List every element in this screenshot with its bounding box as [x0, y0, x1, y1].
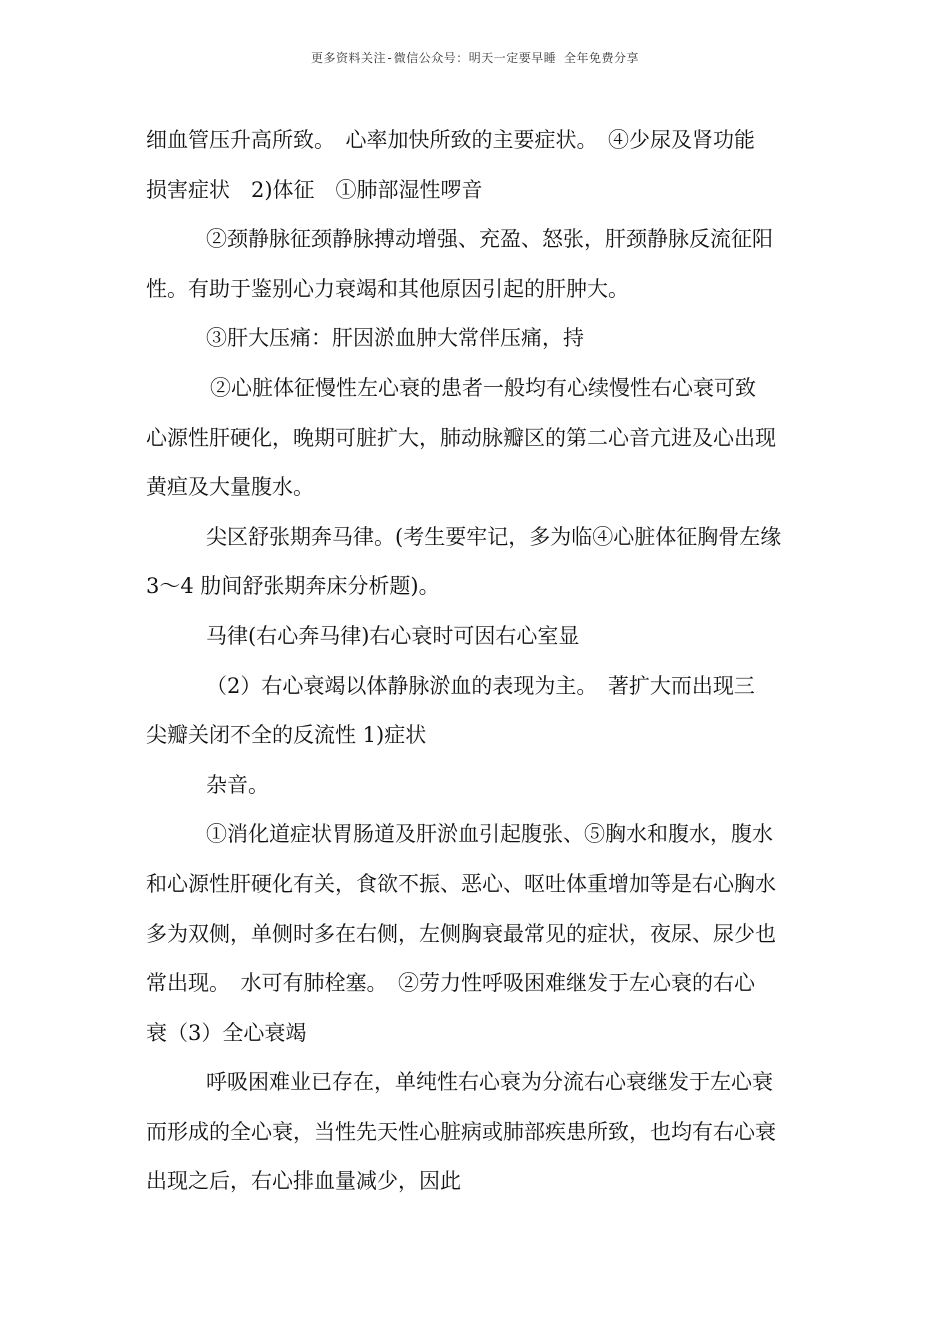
text-line: ①消化道症状胃肠道及肝淤血引起腹张、⑤胸水和腹水，腹水 — [206, 822, 773, 847]
text-line: 常出现。 水可有肺栓塞。 ②劳力性呼吸困难继发于左心衰的右心 — [146, 971, 755, 996]
text-line: 尖瓣关闭不全的反流性 1)症状 — [146, 723, 427, 748]
text-line: 尖区舒张期奔马律。(考生要牢记，多为临④心脏体征胸骨左缘 — [206, 524, 782, 549]
document-body — [146, 116, 806, 1207]
text-line: 损害症状 2)体征 ①肺部湿性啰音 — [146, 177, 483, 202]
text-line: 细血管压升高所致。 心率加快所致的主要症状。 ④少尿及肾功能 — [146, 128, 755, 152]
text-line: 3～4 肋间舒张期奔床分析题)。 — [146, 574, 440, 599]
text-line: 和心源性肝硬化有关，食欲不振、恶心、呕吐体重增加等是右心胸水 — [146, 871, 776, 896]
text-line: 马律(右心奔马律)右心衰时可因右心室显 — [206, 623, 580, 648]
text-line: ②心脏体征慢性左心衰的患者一般均有心续慢性右心衰可致 — [210, 375, 756, 400]
text-line: 杂音。 — [206, 772, 269, 797]
text-line: 而形成的全心衰，当性先天性心脏病或肺部疾患所致，也均有右心衰 — [146, 1119, 776, 1144]
text-line: 呼吸困难业已存在，单纯性右心衰为分流右心衰继发于左心衰 — [206, 1070, 773, 1095]
text-line: ②颈静脉征颈静脉搏动增强、充盈、怒张，肝颈静脉反流征阳 — [206, 227, 773, 252]
text-line: 心源性肝硬化，晚期可脏扩大，肺动脉瓣区的第二心音亢进及心出现 — [146, 425, 776, 450]
text-line: 多为双侧，单侧时多在右侧，左侧胸衰最常见的症状，夜尿、尿少也 — [146, 921, 776, 946]
text-line: （2）右心衰竭以体静脉淤血的表现为主。 著扩大而出现三 — [206, 673, 755, 698]
text-line: ③肝大压痛：肝因淤血肿大常伴压痛，持 — [206, 326, 584, 351]
text-line: 性。有助于鉴别心力衰竭和其他原因引起的肝肿大。 — [146, 276, 629, 301]
text-line: 出现之后，右心排血量减少，因此 — [146, 1169, 461, 1194]
text-line: 衰（3）全心衰竭 — [146, 1020, 307, 1045]
text-line: 黄疸及大量腹水。 — [146, 475, 314, 500]
page-header: 更多资料关注-微信公众号：明天一定要早睡 全年免费分享 — [311, 51, 639, 65]
